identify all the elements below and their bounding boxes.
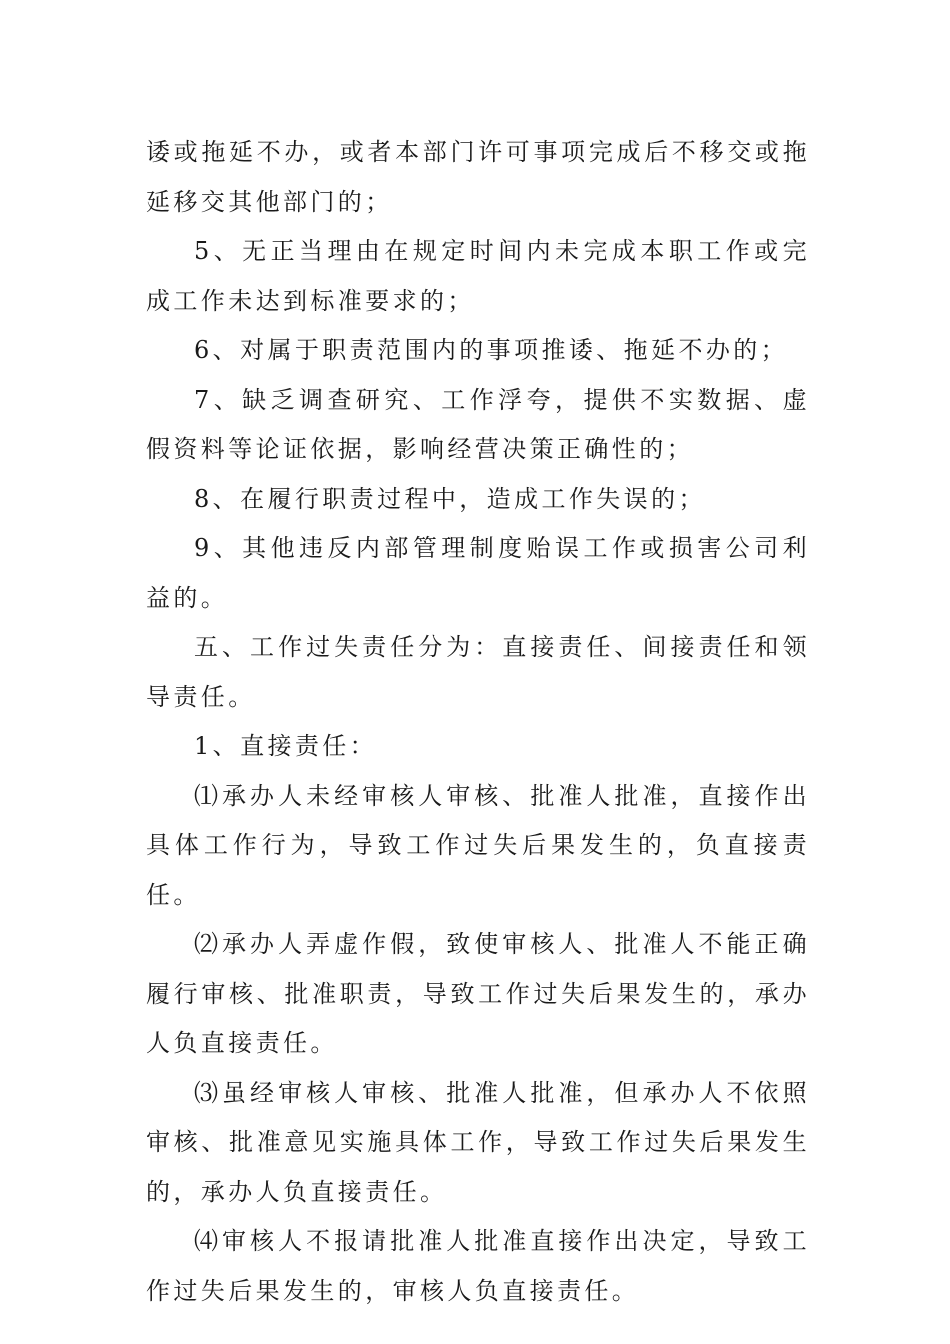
clause-3: ⑶虽经审核人审核、批准人批准，但承办人不依照审核、批准意见实施具体工作，导致工作过失后果发生的，承办人负直接责任。 xyxy=(146,1078,810,1206)
paragraph-item-9: 9、其他违反内部管理制度贻误工作或损害公司利益的。 xyxy=(146,534,810,612)
paragraph-item-5: 5、无正当理由在规定时间内未完成本职工作或完成工作未达到标准要求的； xyxy=(146,237,810,315)
paragraph-continuation: 诿或拖延不办，或者本部门许可事项完成后不移交或拖延移交其他部门的； xyxy=(146,138,810,216)
subsection-heading-direct-responsibility: 1、直接责任： xyxy=(194,732,378,760)
clause-1: ⑴承办人未经审核人审核、批准人批准，直接作出具体工作行为，导致工作过失后果发生的，负直接责任。 xyxy=(146,781,810,909)
document-body xyxy=(146,128,810,1316)
paragraph-item-8: 8、在履行职责过程中，造成工作失误的； xyxy=(194,484,706,513)
section-heading-5: 五、工作过失责任分为：直接责任、间接责任和领导责任。 xyxy=(146,633,810,711)
clause-2: ⑵承办人弄虚作假，致使审核人、批准人不能正确履行审核、批准职责，导致工作过失后果发生的，承办人负直接责任。 xyxy=(146,930,810,1057)
paragraph-item-7: 7、缺乏调查研究、工作浮夸，提供不实数据、虚假资料等论证依据，影响经营决策正确性的； xyxy=(146,385,810,463)
clause-4: ⑷审核人不报请批准人批准直接作出决定，导致工作过失后果发生的，审核人负直接责任。 xyxy=(146,1227,810,1305)
paragraph-item-6: 6、对属于职责范围内的事项推诿、拖延不办的； xyxy=(194,336,789,364)
